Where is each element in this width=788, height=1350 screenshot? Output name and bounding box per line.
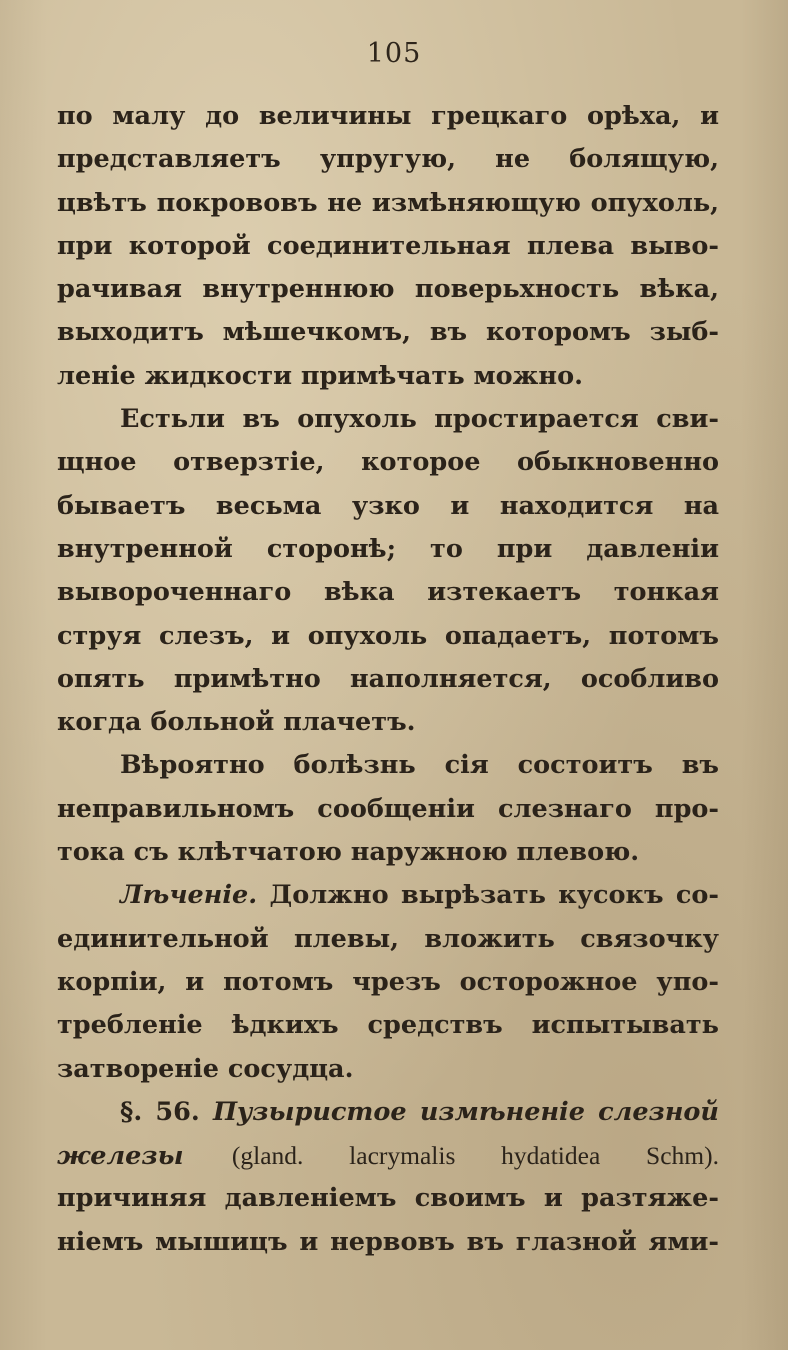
text-line: ніемъ мышицъ и нервовъ въ глазной ями- <box>57 1226 719 1257</box>
text-line: причиняя давленіемъ своимъ и разтяже- <box>57 1183 719 1214</box>
text-line: затвореніе сосудца. <box>57 1053 354 1084</box>
text-line: неправильномъ сообщеніи слезнаго про- <box>57 793 719 824</box>
text-line: при которой соединительная плева выво- <box>57 230 719 261</box>
section-heading-line <box>57 1134 719 1177</box>
page-number: 105 <box>366 38 422 69</box>
text-line: представляетъ упругую, не болящую, <box>57 144 719 175</box>
text-line: по малу до величины грецкаго орѣха, и <box>57 101 719 131</box>
text-line: щное отверзтіе, которое обыкновенно <box>57 447 719 478</box>
text-line: струя слезъ, и опухоль опадаетъ, потомъ <box>57 620 719 651</box>
section-number: §. 56. <box>120 1096 200 1127</box>
section-title: Пузыристое измѣненіе слезной <box>212 1096 719 1127</box>
latin-name: (gland. lacrymalis hydatidea Schm). <box>231 1141 719 1171</box>
treatment-label: Лѣченіе. <box>120 880 258 911</box>
treatment-line <box>57 874 719 917</box>
text-line: корпіи, и потомъ чрезъ осторожное упо- <box>57 966 719 997</box>
text-line: опять примѣтно наполняется, особливо <box>57 663 719 694</box>
text-line: Вѣроятно болѣзнь сія состоитъ въ <box>120 750 719 781</box>
text-line: бываетъ весьма узко и находится на <box>57 490 719 521</box>
text-line: вывороченнаго вѣка изтекаетъ тонкая <box>57 577 719 608</box>
text-line: цвѣтъ покрововъ не измѣняющую опухоль, <box>57 187 719 218</box>
text-line: леніе жидкости примѣчать можно. <box>57 360 583 391</box>
text-line: рачивая внутреннюю поверьхность вѣка, <box>57 274 719 305</box>
text-line: требленіе ѣдкихъ средствъ испытывать <box>57 1010 719 1041</box>
text-line: когда больной плачетъ. <box>57 707 416 738</box>
text-segment: Должно вырѣзать кусокъ со- <box>269 880 719 911</box>
section-heading-line <box>57 1091 719 1134</box>
section-title-cont: железы <box>57 1141 184 1172</box>
text-line: внутренной сторонѣ; то при давленіи <box>57 533 719 564</box>
text-line: единительной плевы, вложить связочку <box>57 923 719 954</box>
text-line: тока съ клѣтчатою наружною плевою. <box>57 837 640 868</box>
text-line: выходитъ мѣшечкомъ, въ которомъ зыб- <box>57 317 719 348</box>
body-text <box>57 95 719 1264</box>
text-line: Естьли въ опухоль простирается сви- <box>120 404 719 435</box>
